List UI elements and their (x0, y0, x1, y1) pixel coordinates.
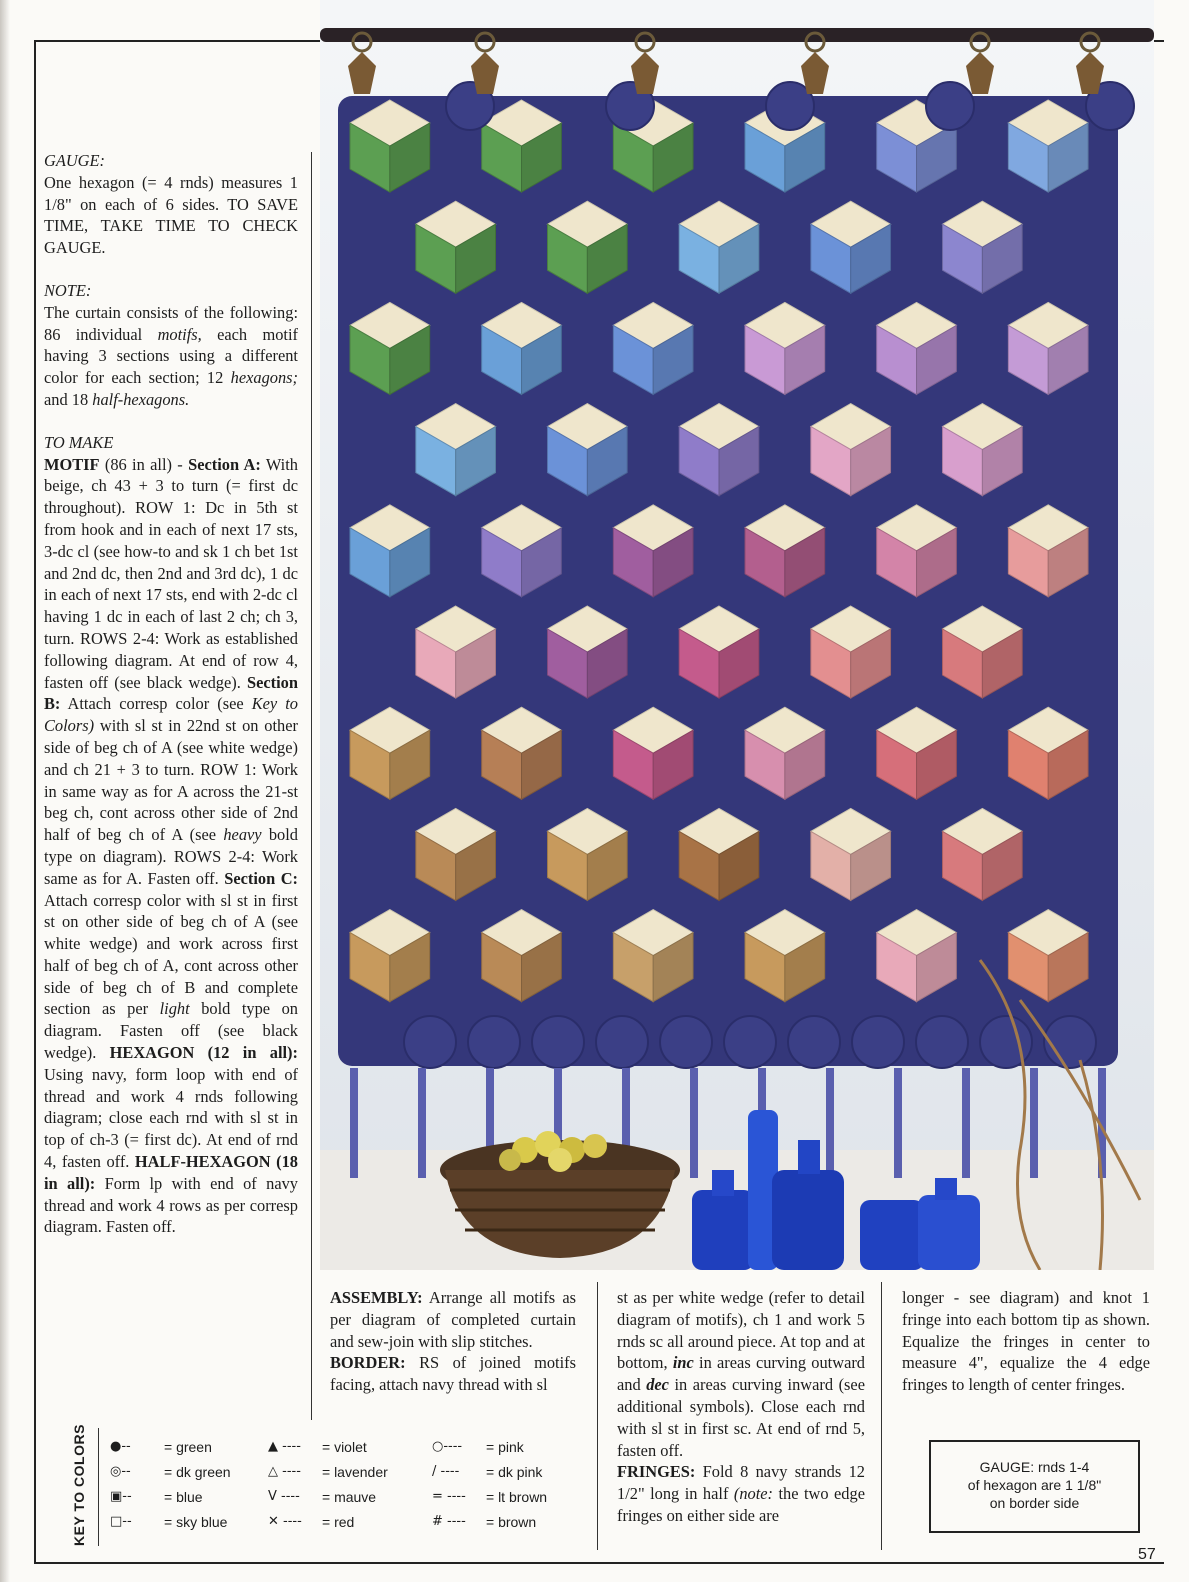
curtain-photo (320, 0, 1154, 1270)
assembly-title: ASSEMBLY: (330, 1288, 423, 1307)
fringes-text: longer - see diagram) and knot 1 fringe into each bottom tip as shown. Equalize the fringes in center to measure 4", equalize the 4 edge fringes to length of center fringes. (902, 1288, 1150, 1395)
note-text: each motif having 3 sections using a different color for each section; 12 (44, 324, 298, 388)
key-column-3 (432, 1434, 547, 1534)
gauge-box-line: GAUGE: rnds 1-4 (979, 1459, 1090, 1475)
key-label: = brown (486, 1513, 537, 1530)
hexagon-title: HEXAGON (109, 1043, 195, 1063)
section-b-text: with sl st in 22nd st on other side of beg ch of A (see white wedge) and ch 21 + 3 to turn. ROW 1: Work in same way as for A across the 21-st beg ch, cont across other side of 2nd half of beg ch of A (see (44, 716, 298, 845)
gauge-box (929, 1440, 1140, 1533)
motif-title: MOTIF (44, 454, 100, 474)
key-item (268, 1459, 388, 1484)
hexagon (532, 1016, 584, 1068)
hexagon (980, 1016, 1032, 1068)
heavy-word: heavy (223, 825, 262, 845)
key-item (110, 1434, 231, 1459)
lavender-symbol-icon: △ ---- (268, 1464, 301, 1479)
green-symbol-icon: ●-- (110, 1439, 131, 1454)
brown-symbol-icon: # ---- (432, 1514, 466, 1529)
sky-blue-symbol-icon: □-- (110, 1514, 132, 1529)
gauge-heading: GAUGE: (44, 151, 105, 170)
key-item (110, 1484, 231, 1509)
lt-brown-symbol-icon: = ---- (432, 1489, 466, 1504)
border-text: RS of joined motifs facing, attach navy thread with sl (330, 1353, 576, 1395)
section-a-text: With beige, ch 43 + 3 to turn (= first dc throughout). ROW 1: Dc in 5th st from hook and in each of next 17 sts, 3-dc cl (see how-to and sk 1 ch bet 1st and 2nd dc, then 2nd and 3rd dc), 1 dc in each of next 17 sts, end with 2-dc cl having 1 dc in each of last 2 ch; ch 3, turn. ROWS 2-4: Work as established following diagram. At end of row 4, fasten off (see black wedge). (44, 454, 298, 692)
fringe (350, 1068, 358, 1178)
section-c-text: bold type on diagram. Fasten off (see black wedge). (44, 999, 298, 1063)
curtain-illustration (320, 0, 1154, 1270)
key-column-2 (268, 1434, 388, 1534)
hexagon-text: Using navy, form loop with end of thread and work 4 rnds following diagram; close each rnd with sl st in top of ch-3 (= first dc). At end of rnd 4, fasten off. (44, 1064, 298, 1172)
key-label: = lavender (322, 1463, 388, 1480)
assembly-text: Arrange all motifs as per diagram of completed curtain and sew-join with slip stitches. (330, 1288, 576, 1351)
hexagon (916, 1016, 968, 1068)
note-half-hexagons: half-hexagons. (92, 389, 190, 409)
fringe (690, 1068, 698, 1178)
curtain-rod (320, 28, 1154, 42)
to-make-section (44, 432, 298, 1238)
border-text: in areas curving inward (see additional symbols). Close each rnd with sl st in first sc. At end of rnd 5, fasten off. (617, 1375, 865, 1460)
hexagon (468, 1016, 520, 1068)
fringes-title: FRINGES: (617, 1462, 696, 1482)
note-text: and 18 (44, 389, 89, 409)
key-label: = dk pink (486, 1463, 543, 1480)
half-hexagon-title: HALF-HEXAGON (134, 1152, 271, 1172)
note-motifs: motifs, (157, 324, 202, 344)
fringes-note: (note: (733, 1484, 774, 1504)
fringe (826, 1068, 834, 1178)
gauge-section (44, 150, 298, 259)
hexagon-count: (12 in all): (207, 1043, 298, 1063)
border-text: st as per white wedge (refer to detail diagram of motifs), ch 1 and work 5 rnds sc all around piece. At top and at bottom, (617, 1288, 865, 1373)
fringes-text: the two edge fringes on either side are (617, 1484, 865, 1525)
to-make-heading: TO MAKE (44, 432, 114, 452)
section-b-text: bold type on diagram). ROWS 2-4: Work same as for A. Fasten off. (44, 825, 298, 888)
assembly-column (330, 1287, 576, 1396)
dk-green-symbol-icon: ◎-- (110, 1464, 131, 1479)
key-label: = lt brown (486, 1488, 548, 1505)
section-a-title: Section A: (188, 454, 261, 474)
hexagon (926, 82, 974, 130)
key-label: = red (322, 1513, 355, 1530)
pink-symbol-icon: ○---- (432, 1439, 463, 1454)
gauge-box-line: on border side (989, 1495, 1080, 1511)
key-to-colors (64, 1420, 624, 1550)
fringe (894, 1068, 902, 1178)
key-label: = mauve (322, 1488, 377, 1505)
key-item (268, 1484, 388, 1509)
key-label: = pink (486, 1438, 524, 1455)
gauge-text: One hexagon (= 4 rnds) measures 1 1/8" on each of 6 sides. TO SAVE TIME, TAKE TIME TO CHECK GAUGE. (44, 172, 298, 258)
hexagon (1044, 1016, 1096, 1068)
dk-pink-symbol-icon: / ---- (432, 1464, 460, 1479)
key-title: KEY TO COLORS (71, 1424, 87, 1546)
section-c-title: Section C: (224, 868, 298, 888)
half-hexagon-text: Form lp with end of navy thread and work 4 rows as per corresp diagram. Fasten off. (44, 1173, 298, 1237)
key-label: = sky blue (164, 1513, 228, 1530)
key-item (110, 1459, 231, 1484)
blue-symbol-icon: ▣-- (110, 1489, 132, 1504)
key-item (432, 1434, 547, 1459)
inc-word: inc (672, 1353, 694, 1373)
violet-symbol-icon: ▲ ---- (268, 1439, 301, 1454)
border-text: in areas curving outward and (617, 1353, 865, 1395)
hexagon (596, 1016, 648, 1068)
key-item (110, 1509, 231, 1534)
key-item (268, 1509, 388, 1534)
hexagon (724, 1016, 776, 1068)
note-section (44, 280, 298, 411)
key-title-box (64, 1420, 94, 1550)
section-c-text: Attach corresp color with sl st in first st on other side of beg ch of A (see white wedge) and work across first half of beg ch of A, cont across other side of beg ch of B and complete section as per (44, 890, 298, 1019)
note-heading: NOTE: (44, 280, 92, 300)
note-hexagons: hexagons; (230, 368, 298, 388)
border-title: BORDER: (330, 1353, 406, 1373)
key-column-1 (110, 1434, 231, 1534)
right-column (902, 1287, 1150, 1396)
page-binding-shadow (0, 0, 10, 1582)
key-label: = blue (164, 1488, 203, 1505)
light-word: light (159, 999, 190, 1019)
key-label: = violet (322, 1438, 367, 1455)
column-rule (311, 152, 312, 1420)
key-to-colors-ref: Key to Colors) (44, 694, 298, 736)
key-label: = dk green (164, 1463, 231, 1480)
hexagon (404, 1016, 456, 1068)
dec-word: dec (646, 1375, 669, 1395)
key-label: = green (164, 1438, 212, 1455)
hexagon (660, 1016, 712, 1068)
section-b-text: Attach corresp color (see (67, 694, 244, 714)
key-item (432, 1509, 547, 1534)
left-column (44, 150, 298, 1238)
half-hexagon-count: (18 in all): (44, 1152, 298, 1193)
fringe (418, 1068, 426, 1178)
mauve-symbol-icon: V ---- (268, 1489, 300, 1504)
key-bracket (98, 1428, 106, 1546)
hexagon (852, 1016, 904, 1068)
hexagon (788, 1016, 840, 1068)
middle-column (617, 1287, 865, 1527)
column-rule (881, 1282, 882, 1550)
page-number: 57 (1138, 1546, 1156, 1563)
fringe (1030, 1068, 1038, 1178)
red-symbol-icon: ✕ ---- (268, 1514, 302, 1529)
key-item (432, 1459, 547, 1484)
curtain-body (338, 82, 1134, 1068)
section-b-title: Section B: (44, 672, 298, 714)
note-text: The curtain consists of the following: 86 individual (44, 302, 298, 344)
motif-count: (86 in all) - (104, 454, 183, 474)
gauge-box-line: of hexagon are 1 1/8" (967, 1477, 1102, 1493)
fringe (962, 1068, 970, 1178)
key-item (268, 1434, 388, 1459)
fringes-text: Fold 8 navy strands 12 1/2" long in half (617, 1462, 865, 1504)
key-item (432, 1484, 547, 1509)
